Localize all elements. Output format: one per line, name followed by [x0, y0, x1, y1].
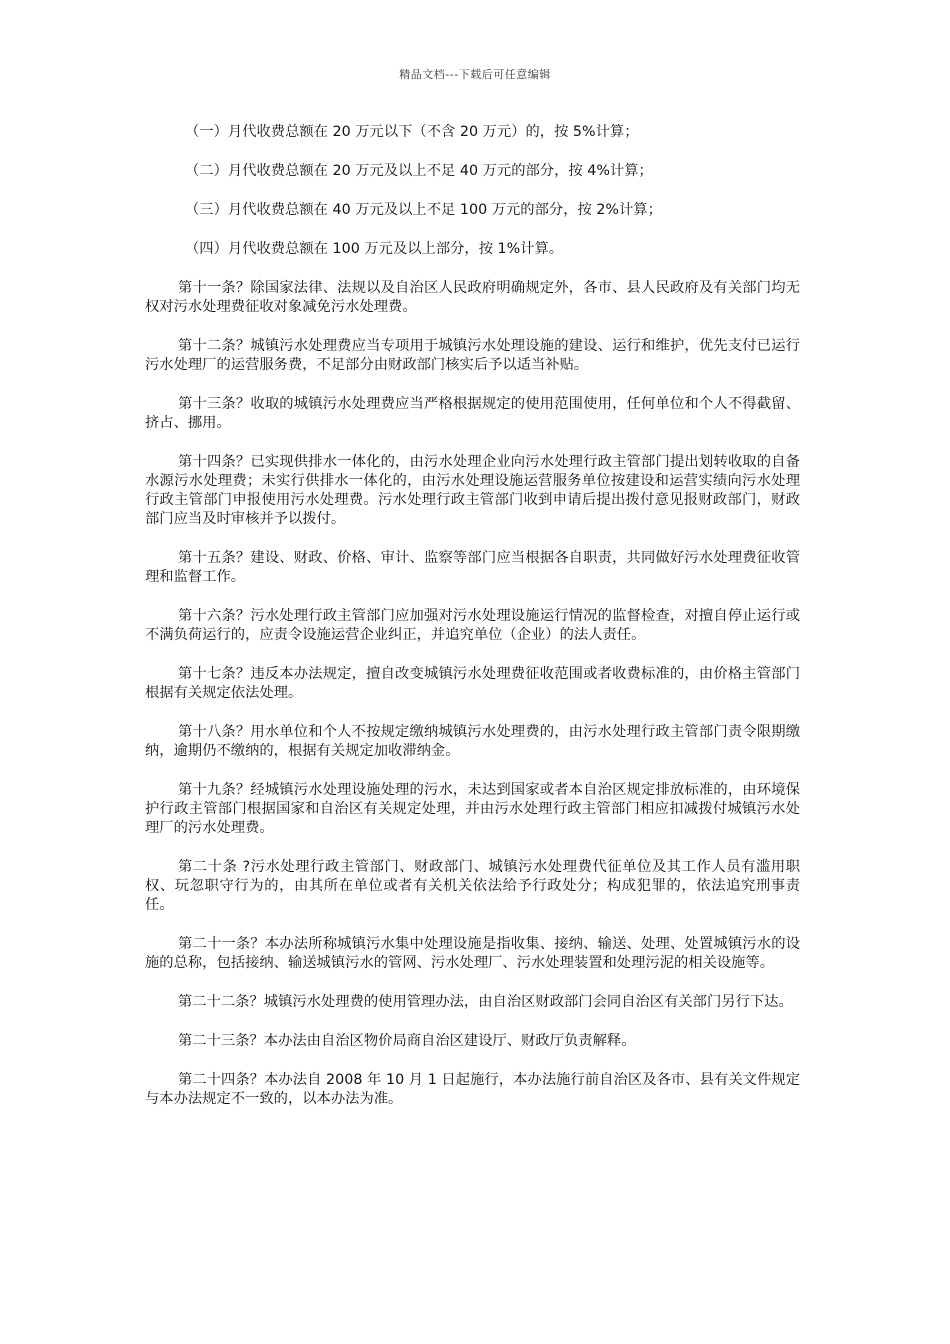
- article-20: 第二十条 ?污水处理行政主管部门、财政部门、城镇污水处理费代征单位及其工作人员有滥用职权、玩忽职守行为的，由其所在单位或者有关机关依法给予行政处分；构成犯罪的，依法追究刑事责任。: [145, 859, 800, 913]
- article-22: 第二十二条？城镇污水处理费的使用管理办法，由自治区财政部门会同自治区有关部门另行下达。: [178, 994, 793, 1010]
- article-11: 第十一条？除国家法律、法规以及自治区人民政府明确规定外，各市、县人民政府及有关部门均无权对污水处理费征收对象减免污水处理费。: [145, 280, 800, 315]
- fee-tier-item: （二）月代收费总额在 20 万元及以上不足 40 万元的部分，按 4%计算；: [185, 163, 653, 179]
- article-18: 第十八条？用水单位和个人不按规定缴纳城镇污水处理费的，由污水处理行政主管部门责令限期缴纳，逾期仍不缴纳的，根据有关规定加收滞纳金。: [145, 724, 800, 759]
- article-13: 第十三条？收取的城镇污水处理费应当严格根据规定的使用范围使用，任何单位和个人不得截留、挤占、挪用。: [145, 396, 800, 431]
- article-16: 第十六条？污水处理行政主管部门应加强对污水处理设施运行情况的监督检查，对擅自停止运行或不满负荷运行的，应责令设施运营企业纠正，并追究单位（企业）的法人责任。: [145, 608, 800, 643]
- article-12: 第十二条？城镇污水处理费应当专项用于城镇污水处理设施的建设、运行和维护，优先支付已运行污水处理厂的运营服务费，不足部分由财政部门核实后予以适当补贴。: [145, 338, 800, 373]
- fee-tier-item: （四）月代收费总额在 100 万元及以上部分，按 1%计算。: [185, 241, 564, 257]
- page-header: 精品文档---下载后可任意编辑: [399, 68, 551, 81]
- document-body: [145, 123, 800, 1129]
- article-19: 第十九条？经城镇污水处理设施处理的污水，未达到国家或者本自治区规定排放标准的，由环境保护行政主管部门根据国家和自治区有关规定处理，并由污水处理行政主管部门相应扣减拨付城镇污水处理厂的污水处理费。: [145, 782, 800, 836]
- fee-tier-item: （三）月代收费总额在 40 万元及以上不足 100 万元的部分，按 2%计算；: [185, 202, 662, 218]
- fee-tier-item: （一）月代收费总额在 20 万元以下（不含 20 万元）的，按 5%计算；: [185, 124, 639, 140]
- article-17: 第十七条？违反本办法规定，擅自改变城镇污水处理费征收范围或者收费标准的，由价格主管部门根据有关规定依法处理。: [145, 666, 800, 701]
- article-24: 第二十四条？本办法自 2008 年 10 月 1 日起施行，本办法施行前自治区及各市、县有关文件规定与本办法规定不一致的，以本办法为准。: [145, 1072, 800, 1107]
- article-14: 第十四条？已实现供排水一体化的，由污水处理企业向污水处理行政主管部门提出划转收取的自备水源污水处理费；未实行供排水一体化的，由污水处理设施运营服务单位按建设和运营实绩向污水处理行政主管部门申报使用污水处理费。污水处理行政主管部门收到申请后提出拨付意见报财政部门，财政部门应当及时审核并予以拨付。: [145, 454, 800, 527]
- article-23: 第二十三条？本办法由自治区物价局商自治区建设厅、财政厅负责解释。: [178, 1033, 636, 1049]
- article-21: 第二十一条？本办法所称城镇污水集中处理设施是指收集、接纳、输送、处理、处置城镇污水的设施的总称，包括接纳、输送城镇污水的管网、污水处理厂、污水处理装置和处理污泥的相关设施等。: [145, 936, 800, 971]
- article-15: 第十五条？建设、财政、价格、审计、监察等部门应当根据各自职责，共同做好污水处理费征收管理和监督工作。: [145, 550, 800, 585]
